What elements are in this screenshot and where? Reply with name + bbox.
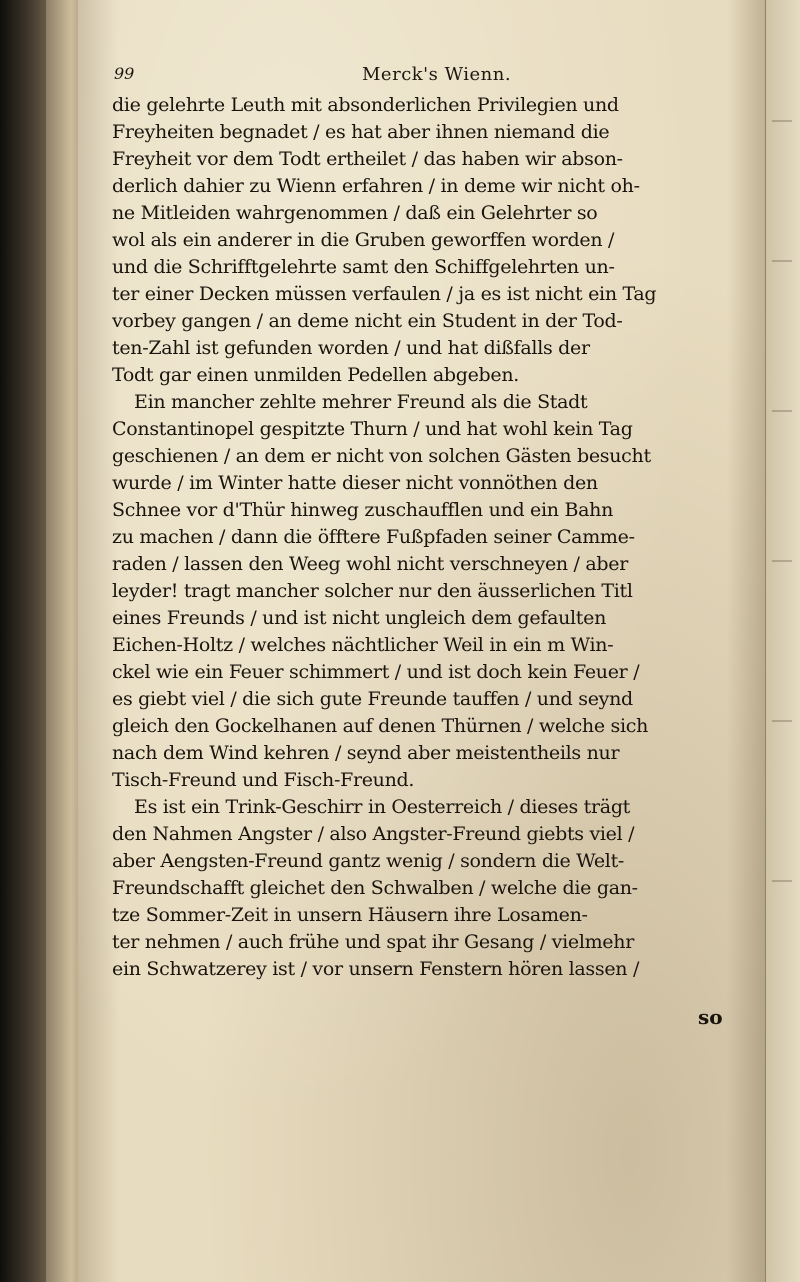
text-line: vorbey gangen / an deme nicht ein Student in der Tod-: [112, 310, 623, 332]
next-page-edge: [765, 0, 800, 1282]
text-line: ckel wie ein Feuer schimmert / und ist doch kein Feuer /: [112, 661, 640, 683]
text-line: gleich den Gockelhanen auf denen Thürnen / welche sich: [112, 715, 649, 737]
text-line: Freyheit vor dem Todt ertheilet / das haben wir abson-: [112, 148, 623, 170]
text-line: zu machen / dann die öfftere Fußpfaden seiner Camme-: [112, 526, 635, 548]
text-line: und die Schrifftgelehrte samt den Schiffgelehrten un-: [112, 256, 615, 278]
text-line: Tisch-Freund und Fisch-Freund.: [112, 769, 415, 791]
bleed-through-mark: [772, 720, 792, 722]
text-line: ter nehmen / auch frühe und spat ihr Gesang / vielmehr: [112, 931, 634, 953]
text-line: ter einer Decken müssen verfaulen / ja es ist nicht ein Tag: [112, 283, 657, 305]
text-line: ten-Zahl ist gefunden worden / und hat dißfalls der: [112, 337, 590, 359]
paragraph-start-line: Ein mancher zehlte mehrer Freund als die Stadt: [134, 391, 588, 413]
text-line: derlich dahier zu Wienn erfahren / in deme wir nicht oh-: [112, 175, 640, 197]
catchword: so: [698, 1005, 723, 1029]
running-title: Merck's Wienn.: [362, 64, 512, 85]
body-text: [112, 92, 742, 983]
text-line: Freundschafft gleichet den Schwalben / welche die gan-: [112, 877, 638, 899]
paragraph-start-line: Es ist ein Trink-Geschirr in Oesterreich / dieses trägt: [134, 796, 631, 818]
bleed-through-mark: [772, 260, 792, 262]
text-line: Todt gar einen unmilden Pedellen abgeben.: [112, 364, 520, 386]
text-line: leyder! tragt mancher solcher nur den äusserlichen Titl: [112, 580, 633, 602]
text-line: den Nahmen Angster / also Angster-Freund giebts viel /: [112, 823, 635, 845]
text-line: Freyheiten begnadet / es hat aber ihnen niemand die: [112, 121, 610, 143]
page-number: 99: [114, 64, 135, 83]
bleed-through-mark: [772, 410, 792, 412]
text-line: wol als ein anderer in die Gruben geworffen worden /: [112, 229, 615, 251]
text-line: geschienen / an dem er nicht von solchen Gästen besucht: [112, 445, 651, 467]
text-line: raden / lassen den Weeg wohl nicht verschneyen / aber: [112, 553, 629, 575]
text-line: eines Freunds / und ist nicht ungleich dem gefaulten: [112, 607, 607, 629]
text-line: die gelehrte Leuth mit absonderlichen Privilegien und: [112, 94, 619, 116]
text-line: ne Mitleiden wahrgenommen / daß ein Gelehrter so: [112, 202, 598, 224]
book-binding-shadow: [0, 0, 48, 1282]
bleed-through-mark: [772, 880, 792, 882]
bleed-through-mark: [772, 560, 792, 562]
text-line: nach dem Wind kehren / seynd aber meistentheils nur: [112, 742, 620, 764]
bleed-through-mark: [772, 120, 792, 122]
book-page: [78, 0, 768, 1282]
text-line: Eichen-Holtz / welches nächtlicher Weil in ein m Win-: [112, 634, 614, 656]
text-line: aber Aengsten-Freund gantz wenig / sondern die Welt-: [112, 850, 625, 872]
page-header: [112, 64, 732, 86]
text-line: wurde / im Winter hatte dieser nicht vonnöthen den: [112, 472, 598, 494]
text-line: Schnee vor d'Thür hinweg zuschaufflen und ein Bahn: [112, 499, 614, 521]
text-line: Constantinopel gespitzte Thurn / und hat wohl kein Tag: [112, 418, 633, 440]
text-line: ein Schwatzerey ist / vor unsern Fenstern hören lassen /: [112, 958, 640, 980]
text-line: tze Sommer-Zeit in unsern Häusern ihre Losamen-: [112, 904, 588, 926]
text-line: es giebt viel / die sich gute Freunde tauffen / und seynd: [112, 688, 633, 710]
